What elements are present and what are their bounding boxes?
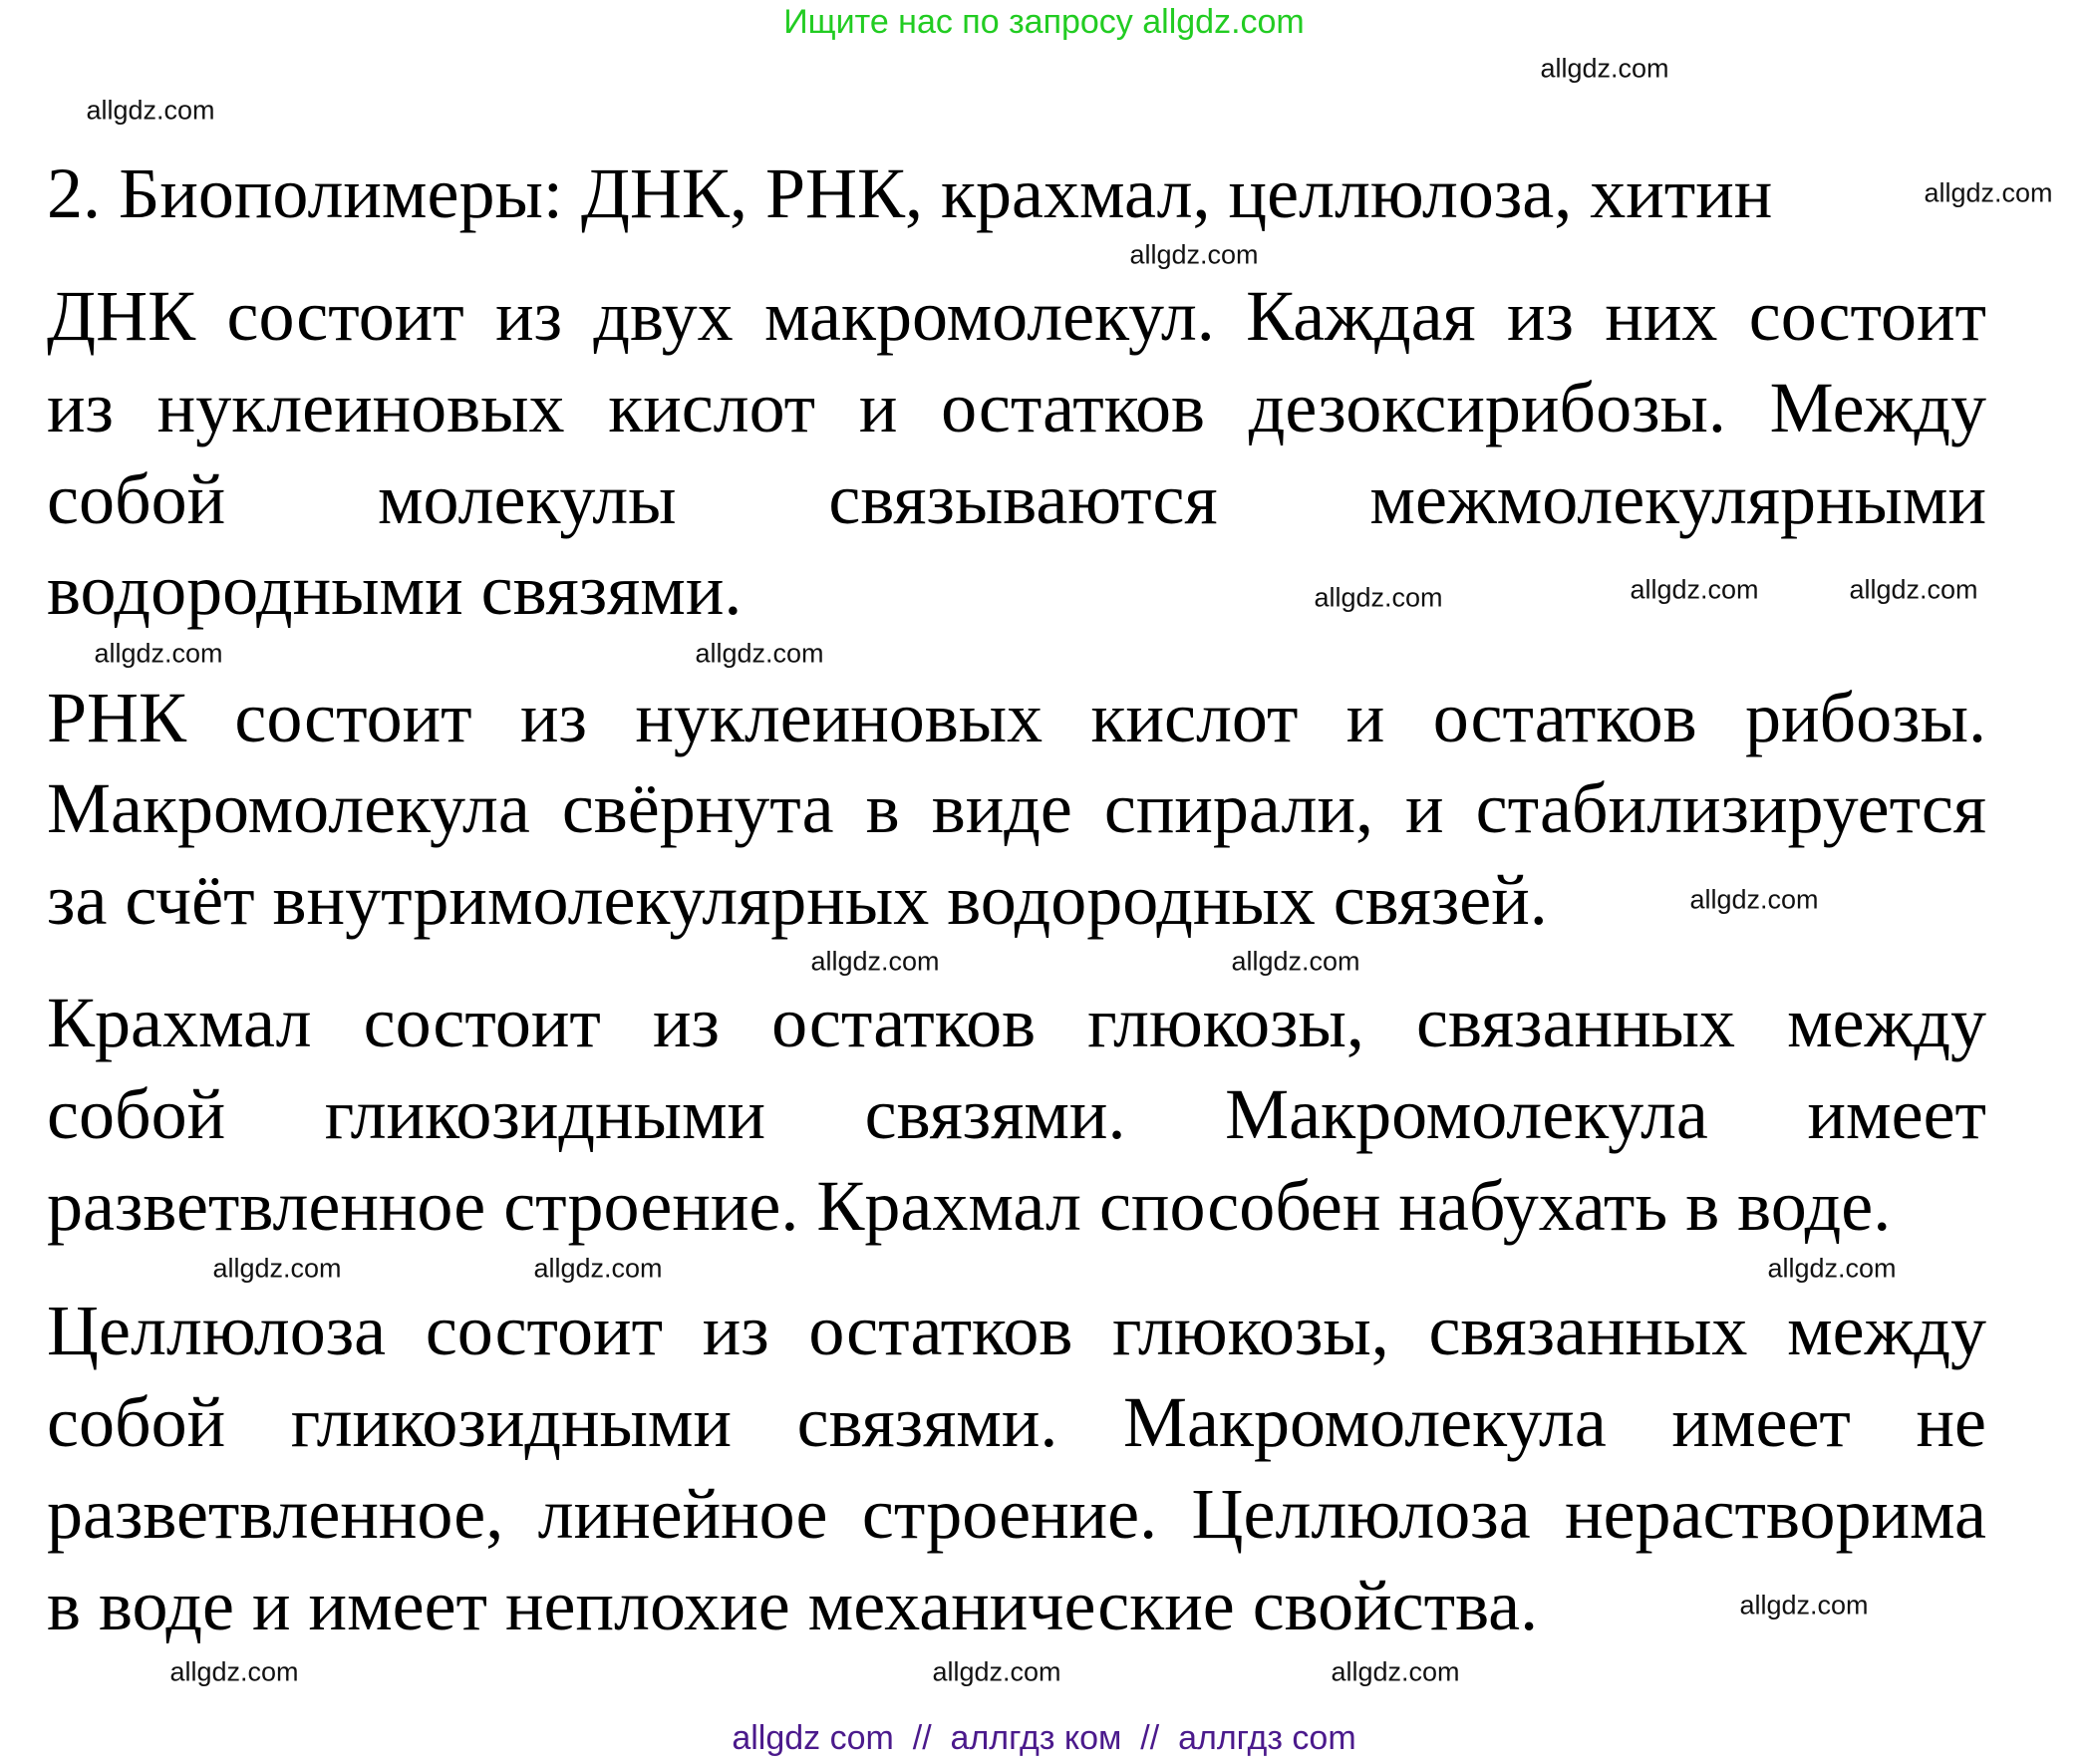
watermark: allgdz.com	[86, 95, 215, 126]
paragraph-rna-line: за счёт внутримолекулярных водородных связей.	[47, 860, 1548, 940]
search-banner: Ищите нас по запросу allgdz.com	[783, 3, 1305, 41]
paragraph-dna-line: из нуклеиновых кислот и остатков дезоксирибозы. Между	[47, 368, 1986, 447]
watermark: allgdz.com	[810, 946, 940, 977]
paragraph-rna-line: Макромолекула свёрнута в виде спирали, и стабилизируется	[47, 768, 1986, 848]
paragraph-cellulose-line: в воде и имеет неплохие механические свойства.	[47, 1566, 1539, 1645]
paragraph-cellulose-line: Целлюлоза состоит из остатков глюкозы, связанных между	[47, 1291, 1986, 1370]
watermark: allgdz.com	[169, 1656, 299, 1687]
paragraph-cellulose-line: собой гликозидными связями. Макромолекула имеет не	[47, 1382, 1986, 1462]
watermark: allgdz.com	[1630, 574, 1759, 605]
paragraph-rna-line: РНК состоит из нуклеиновых кислот и остатков рибозы.	[47, 678, 1986, 757]
watermark: allgdz.com	[1331, 1656, 1460, 1687]
paragraph-cellulose-line: разветвленное, линейное строение. Целлюлоза нерастворима	[47, 1474, 1986, 1554]
paragraph-starch-line: разветвленное строение. Крахмал способен набухать в воде.	[47, 1166, 1892, 1246]
watermark: allgdz.com	[1314, 582, 1443, 613]
watermark: allgdz.com	[1924, 177, 2053, 208]
watermark: allgdz.com	[1849, 574, 1978, 605]
watermark: allgdz.com	[1767, 1253, 1897, 1284]
watermark: allgdz.com	[1129, 239, 1259, 270]
watermark: allgdz.com	[695, 638, 824, 669]
watermark: allgdz.com	[533, 1253, 663, 1284]
paragraph-dna-line: ДНК состоит из двух макромолекул. Каждая из них состоит	[47, 276, 1986, 356]
footer-banner: allgdz com // аллгдз ком // аллгдз com	[732, 1719, 1356, 1757]
watermark: allgdz.com	[1540, 53, 1669, 84]
heading: 2. Биополимеры: ДНК, РНК, крахмал, целлюлоза, хитин	[47, 153, 1773, 233]
paragraph-dna-line: собой молекулы связываются межмолекулярными	[47, 459, 1986, 539]
watermark: allgdz.com	[94, 638, 223, 669]
watermark: allgdz.com	[212, 1253, 342, 1284]
watermark: allgdz.com	[1739, 1590, 1869, 1620]
paragraph-starch-line: собой гликозидными связями. Макромолекула имеет	[47, 1074, 1986, 1154]
watermark: allgdz.com	[1231, 946, 1360, 977]
watermark: allgdz.com	[1689, 884, 1819, 915]
paragraph-starch-line: Крахмал состоит из остатков глюкозы, связанных между	[47, 983, 1986, 1062]
paragraph-dna-line: водородными связями.	[47, 550, 743, 630]
watermark: allgdz.com	[932, 1656, 1061, 1687]
